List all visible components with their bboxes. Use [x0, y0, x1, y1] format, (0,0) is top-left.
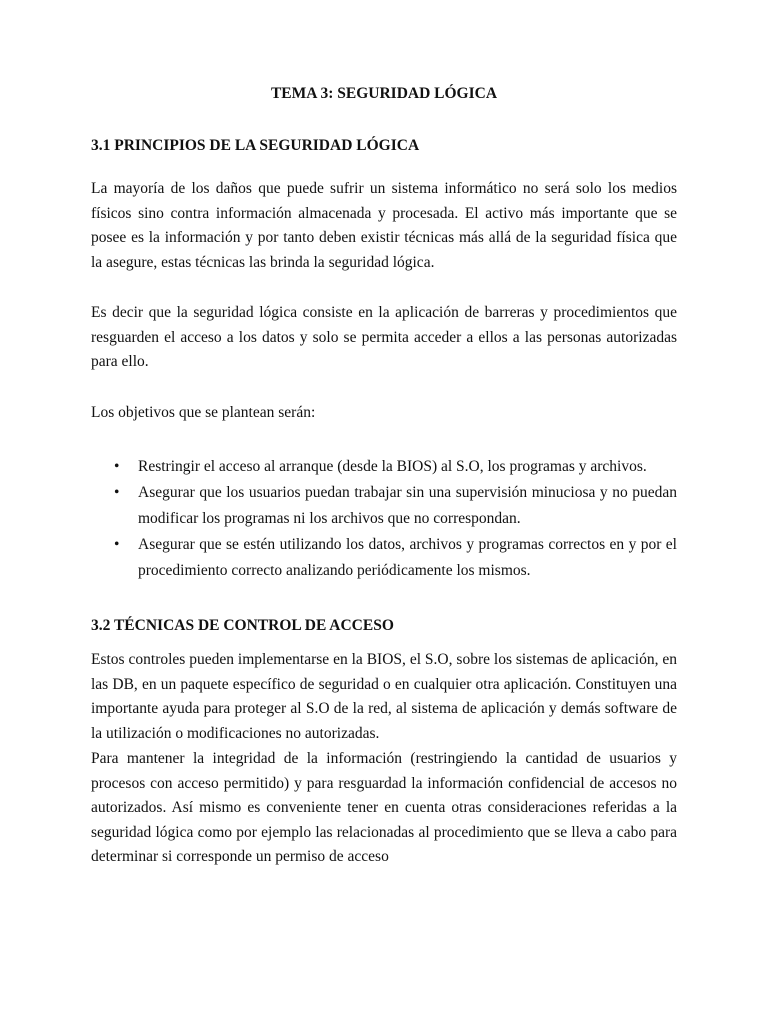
- bullet-icon: •: [114, 536, 120, 553]
- section-1-heading: 3.1 PRINCIPIOS DE LA SEGURIDAD LÓGICA: [91, 137, 420, 154]
- section-2-heading: 3.2 TÉCNICAS DE CONTROL DE ACCESO: [91, 617, 394, 634]
- list-item: [91, 480, 677, 532]
- objective-text: Restringir el acceso al arranque (desde la BIOS) al S.O, los programas y archivos.: [138, 458, 647, 475]
- objectives-list: [91, 454, 677, 584]
- section-2-paragraph-1: Estos controles pueden implementarse en la BIOS, el S.O, sobre los sistemas de aplicación, en las DB, en un paquete específico de seguridad o en cualquier otra aplicación. Constituyen una importante ayuda para proteger al S.O de la red, al sistema de aplicación y demás software de la utilización o modificaciones no autorizadas.: [91, 651, 677, 742]
- document-page: [91, 0, 677, 1024]
- list-item: [91, 532, 677, 584]
- list-item: [91, 454, 677, 480]
- bullet-icon: •: [114, 484, 120, 501]
- section-2-paragraph-2: Para mantener la integridad de la información (restringiendo la cantidad de usuarios y procesos con acceso permitido) y para resguardad la información confidencial de accesos no autorizados. Así mismo es conveniente tener en cuenta otras consideraciones referidas a la seguridad lógica como por ejemplo las relacionadas al procedimiento que se lleva a cabo para determinar si corresponde un permiso de acceso: [91, 750, 677, 865]
- bullet-icon: •: [114, 458, 120, 475]
- section-1-paragraph-2: Es decir que la seguridad lógica consiste en la aplicación de barreras y procedimientos que resguarden el acceso a los datos y solo se permita acceder a ellos a las personas autorizadas para ello.: [91, 304, 677, 370]
- section-1-paragraph-1: La mayoría de los daños que puede sufrir un sistema informático no será solo los medios físicos sino contra información almacenada y procesada. El activo más importante que se posee es la información y por tanto deben existir técnicas más allá de la seguridad física que la asegure, estas técnicas las brinda la seguridad lógica.: [91, 180, 677, 271]
- objective-text: Asegurar que se estén utilizando los datos, archivos y programas correctos en y por el procedimiento correcto analizando periódicamente los mismos.: [138, 536, 677, 579]
- objective-text: Asegurar que los usuarios puedan trabajar sin una supervisión minuciosa y no puedan modificar los programas ni los archivos que no correspondan.: [138, 484, 677, 527]
- document-title: TEMA 3: SEGURIDAD LÓGICA: [270, 85, 498, 102]
- section-1-paragraph-3: Los objetivos que se plantean serán:: [91, 404, 316, 421]
